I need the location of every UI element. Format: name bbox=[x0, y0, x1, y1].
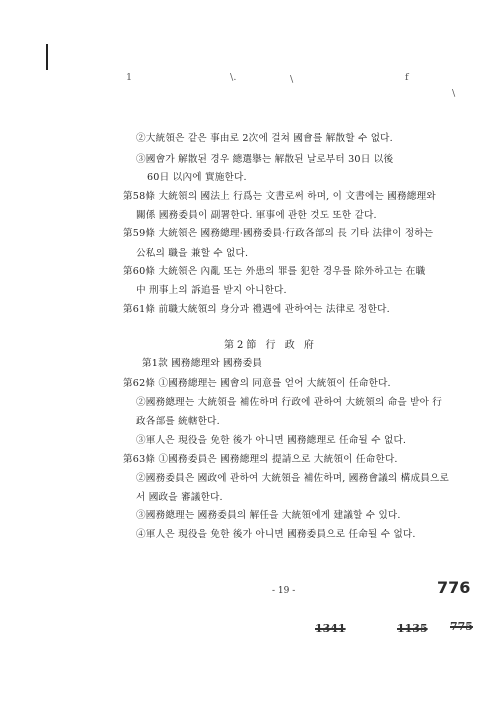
header-mark: \ bbox=[452, 88, 456, 99]
text-line: 第62條 ①國務總理는 國會의 同意를 얻어 大統領이 任命한다. bbox=[123, 378, 391, 389]
scan-artifact bbox=[46, 44, 48, 70]
text-line: 公私의 職을 兼할 수 없다. bbox=[136, 248, 249, 259]
text-line: ③國會가 解散된 경우 總選擧는 解散된 날로부터 30日 以後 bbox=[136, 154, 394, 165]
text-line: ②國務總理는 大統領을 補佐하며 行政에 관하여 大統領의 命을 받아 行 bbox=[136, 397, 443, 408]
header-mark: \. bbox=[230, 72, 237, 83]
text-line: ③軍人은 現役을 免한 後가 아니면 國務總理로 任命될 수 없다. bbox=[136, 435, 407, 446]
section-heading: 第2節 行 政 府 bbox=[224, 340, 317, 351]
text-line: 關係 國務委員이 副署한다. 軍事에 관한 것도 또한 같다. bbox=[136, 210, 377, 221]
header-mark: f bbox=[405, 72, 409, 83]
crossed-number: 1135 bbox=[397, 622, 428, 635]
header-mark: 1 bbox=[126, 72, 133, 83]
archive-stamp-number: 776 bbox=[437, 578, 471, 597]
text-line: 第63條 ①國務委員은 國務總理의 提請으로 大統領이 任命한다. bbox=[123, 454, 398, 465]
text-line: ②大統領은 같은 事由로 2次에 걸쳐 國會를 解散할 수 없다. bbox=[136, 133, 393, 144]
page-number: - 19 - bbox=[272, 586, 296, 596]
section-subheading: 第1款 國務總理와 國務委員 bbox=[142, 358, 263, 369]
crossed-number: 775 bbox=[450, 620, 473, 633]
text-line: ④軍人은 現役을 免한 後가 아니면 國務委員으로 任命될 수 없다. bbox=[136, 529, 416, 540]
header-mark: \ bbox=[290, 74, 294, 85]
text-line: 第61條 前職大統領의 身分과 禮遇에 관하여는 法律로 정한다. bbox=[123, 304, 390, 315]
text-line: 第60條 大統領은 內亂 또는 外患의 罪를 犯한 경우를 除外하고는 在職 bbox=[123, 266, 426, 277]
text-line: 中 刑事上의 訴追를 받지 아니한다. bbox=[136, 285, 287, 296]
text-line: 서 國政을 審議한다. bbox=[136, 492, 223, 503]
text-line: 第59條 大統領은 國務總理·國務委員·行政各部의 長 기타 法律이 정하는 bbox=[123, 228, 434, 239]
text-line: 60日 以內에 實施한다. bbox=[147, 172, 247, 183]
text-line: 政各部를 統轄한다. bbox=[136, 416, 220, 427]
text-line: ③國務總理는 國務委員의 解任을 大統領에게 建議할 수 있다. bbox=[136, 510, 401, 521]
crossed-number: 1341 bbox=[315, 622, 346, 635]
text-line: ②國務委員은 國政에 관하여 大統領을 補佐하며, 國務會議의 構成員으로 bbox=[136, 473, 449, 484]
text-line: 第58條 大統領의 國法上 行爲는 文書로써 하며, 이 文書에는 國務總理와 bbox=[123, 191, 436, 202]
